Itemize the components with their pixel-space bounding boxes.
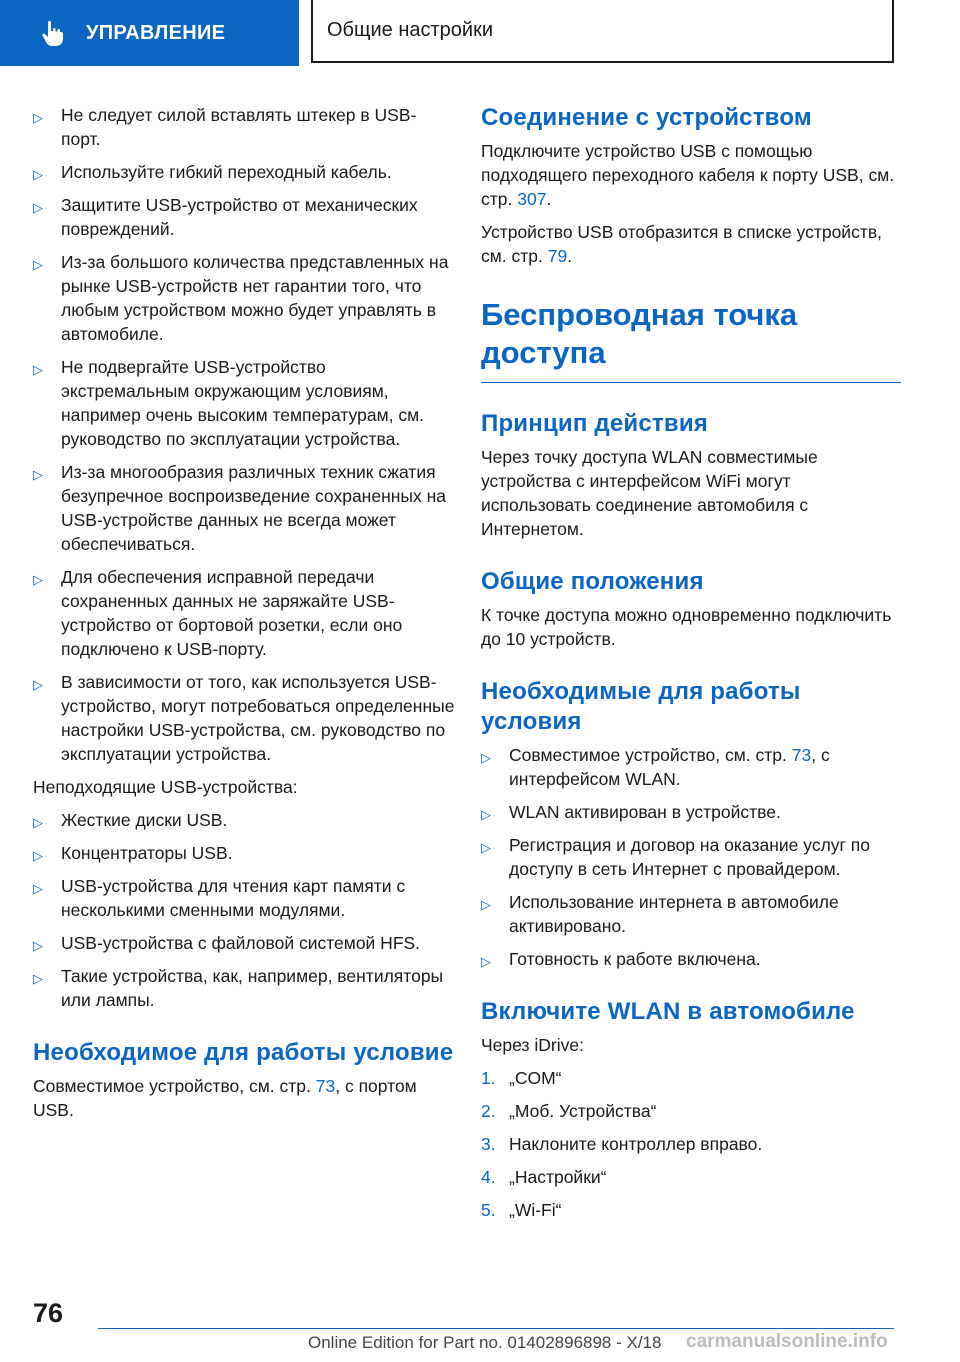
list-item: ▷ Из-за большого количества представленных на рынке USB-устройств нет гарантии того, что любым устройством можно будет управлять в автомобиле.: [33, 252, 449, 344]
conditions-heading: Необходимые для работы условия: [481, 678, 801, 735]
hotspot-heading: Беспроводная точка доступа: [481, 297, 798, 370]
list-item: ▷ Регистрация и договор на оказание услуг по доступу в сеть Интернет с провайдером.: [481, 835, 870, 879]
list-item: ▷ USB-устройства для чтения карт памяти с несколькими сменными модулями.: [33, 876, 406, 920]
triangle-right-icon: ▷: [33, 362, 43, 377]
list-item: 3. Наклоните контроллер вправо.: [481, 1134, 763, 1154]
triangle-right-icon: ▷: [33, 572, 43, 587]
connect-paragraph-2: Устройство USB отобразится в списке устройств, см. стр. 79.: [481, 222, 882, 266]
triangle-right-icon: ▷: [481, 750, 491, 765]
chapter-title: Общие настройки: [311, 0, 894, 63]
requirement-heading: Необходимое для работы условие: [33, 1039, 454, 1066]
page-link[interactable]: 307: [517, 189, 547, 209]
connect-paragraph-1: Подключите устройство USB с помощью подходящего переходного кабеля к порту USB, см. стр. 307.: [481, 141, 895, 209]
wlan-intro: Через iDrive:: [481, 1035, 584, 1055]
step-number: 4.: [481, 1167, 496, 1187]
triangle-right-icon: ▷: [33, 167, 43, 182]
right-column: [481, 103, 901, 1231]
list-item: 4. „Настройки“: [481, 1167, 607, 1187]
page-link[interactable]: 73: [791, 745, 812, 765]
triangle-right-icon: ▷: [33, 257, 43, 272]
step-number: 2.: [481, 1101, 496, 1121]
page-link[interactable]: 73: [315, 1076, 336, 1096]
triangle-right-icon: ▷: [33, 971, 43, 986]
list-item: ▷ Из-за многообразия различных техник сжатия безупречное воспроизведение сохраненных на USB-устройстве данных не всегда может обеспечиваться.: [33, 462, 446, 554]
triangle-right-icon: ▷: [33, 677, 43, 692]
triangle-right-icon: ▷: [481, 840, 491, 855]
left-column: [33, 103, 455, 1131]
list-item: ▷ USB-устройства с файловой системой HFS.: [33, 931, 455, 955]
edition-note: Online Edition for Part no. 01402896898 - X/18: [308, 1333, 662, 1352]
list-item: ▷ Используйте гибкий переходный кабель.: [33, 160, 455, 184]
principle-text: Через точку доступа WLAN совместимые устройства с интерфейсом WiFi могут использовать соединение автомобиля с Интернетом.: [481, 447, 818, 539]
list-item: ▷ Совместимое устройство, см. стр. 73, с интерфейсом WLAN.: [481, 745, 830, 789]
list-item: ▷ В зависимости от того, как используется USB-устройство, могут потребоваться определенные настройки USB-устройства, см. руководство по эксплуатации устройства.: [33, 672, 455, 764]
wlan-steps-list: [481, 1066, 901, 1222]
list-item: ▷ Для обеспечения исправной передачи сохраненных данных не заряжайте USB-устройство от бортовой розетки, если оно подключено к USB-порту.: [33, 567, 403, 659]
page-number: 76: [33, 1298, 64, 1328]
general-text: К точке доступа можно одновременно подключить до 10 устройств.: [481, 605, 892, 649]
triangle-right-icon: ▷: [33, 815, 43, 830]
list-item: ▷ Такие устройства, как, например, вентиляторы или лампы.: [33, 966, 444, 1010]
list-item: 2. „Моб. Устройства“: [481, 1101, 657, 1121]
unsuitable-intro: Неподходящие USB-устройства:: [33, 777, 298, 797]
hand-pointer-icon: [38, 18, 68, 48]
step-number: 5.: [481, 1200, 496, 1220]
list-item: ▷ Готовность к работе включена.: [481, 947, 901, 971]
principle-heading: Принцип действия: [481, 410, 708, 437]
step-number: 1.: [481, 1068, 496, 1088]
section-tab: [0, 0, 299, 66]
list-item: ▷ Жесткие диски USB.: [33, 808, 455, 832]
footer-divider: [98, 1328, 894, 1329]
wlan-heading: Включите WLAN в автомобиле: [481, 998, 855, 1025]
triangle-right-icon: ▷: [33, 110, 43, 125]
list-item: 5. „Wi-Fi“: [481, 1200, 562, 1220]
heading-divider: [481, 382, 901, 383]
connect-heading: Соединение с устройством: [481, 104, 812, 131]
list-item: ▷ Использование интернета в автомобиле активировано.: [481, 892, 839, 936]
triangle-right-icon: ▷: [33, 200, 43, 215]
list-item: ▷ Не следует силой вставлять штекер в USB-порт.: [33, 105, 417, 149]
general-heading: Общие положения: [481, 568, 704, 595]
triangle-right-icon: ▷: [481, 897, 491, 912]
list-item: 1. „COM“: [481, 1068, 562, 1088]
list-item: ▷ WLAN активирован в устройстве.: [481, 800, 901, 824]
list-item: ▷ Концентраторы USB.: [33, 841, 455, 865]
triangle-right-icon: ▷: [33, 467, 43, 482]
triangle-right-icon: ▷: [481, 807, 491, 822]
page-header: [0, 0, 960, 66]
triangle-right-icon: ▷: [33, 881, 43, 896]
requirement-text: Совместимое устройство, см. стр. 73, с портом USB.: [33, 1076, 417, 1120]
triangle-right-icon: ▷: [33, 848, 43, 863]
list-item: ▷ Защитите USB-устройство от механических повреждений.: [33, 195, 418, 239]
list-item: ▷ Не подвергайте USB-устройство экстремальным окружающим условиям, например очень высоким температурам, см. руководство по эксплуатации устройства.: [33, 357, 424, 449]
watermark: carmanualsonline.info: [686, 1331, 888, 1352]
step-number: 3.: [481, 1134, 496, 1154]
page-link[interactable]: 79: [547, 246, 568, 266]
conditions-list: [481, 743, 901, 971]
triangle-right-icon: ▷: [33, 938, 43, 953]
usb-notes-list: [33, 103, 455, 766]
unsuitable-devices-list: [33, 808, 455, 1012]
section-title: УПРАВЛЕНИЕ: [86, 21, 226, 44]
triangle-right-icon: ▷: [481, 954, 491, 969]
